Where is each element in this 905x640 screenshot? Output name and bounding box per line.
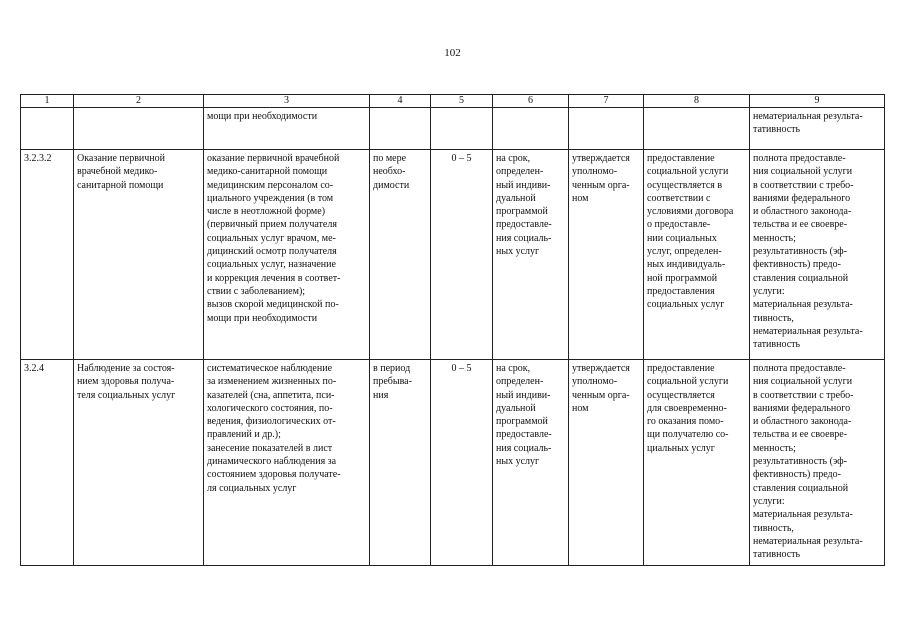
cell-line: ном <box>572 402 589 414</box>
cell-line: ном <box>572 192 589 204</box>
cell-line: 3.2.3.2 <box>24 153 52 164</box>
cell-line: ния <box>373 389 389 401</box>
header-cell: 8 <box>644 95 750 108</box>
cell-line: социальной услуги <box>647 166 729 178</box>
cell-frequency <box>370 150 431 360</box>
cell-line: хологического состояния, по- <box>207 402 333 414</box>
cell-line: ваниями федерального <box>753 192 851 204</box>
cell-line: 0 – 5 <box>451 363 472 374</box>
cell-line: программой <box>496 416 548 428</box>
cell-line: ваниями федерального <box>753 402 851 414</box>
cell-line: социальных услуг врачом, ме- <box>207 232 336 244</box>
cell-line: нематериальная результа- <box>753 535 863 547</box>
cell-line: димости <box>373 179 410 191</box>
cell-line: предоставле- <box>496 219 552 231</box>
cell-line: Оказание первичной <box>77 153 165 164</box>
cell-line: необхо- <box>373 166 406 178</box>
cell-line: врачебной медико- <box>77 166 158 178</box>
cell-line: и коррекция лечения в соответ- <box>207 272 341 284</box>
cell-line: ных индивидуаль- <box>647 259 726 271</box>
cell-quality-indicators <box>750 360 885 566</box>
cell-number <box>21 108 74 150</box>
cell-service-name <box>74 150 204 360</box>
header-cell: 3 <box>204 95 370 108</box>
cell-score <box>431 150 493 360</box>
cell-line: результативность (эф- <box>753 456 847 468</box>
cell-line: ченным орга- <box>572 179 630 191</box>
cell-line: пребыва- <box>373 376 412 388</box>
cell-line: ния социаль- <box>496 232 552 244</box>
cell-line: определен- <box>496 166 544 178</box>
cell-line: за изменением жизненных по- <box>207 376 337 388</box>
cell-line: щи получателю со- <box>647 429 729 441</box>
cell-line: нии социальных <box>647 232 717 244</box>
cell-line: фективность) предо- <box>753 469 841 481</box>
cell-line: тативность <box>753 549 801 561</box>
cell-line: предоставление <box>647 153 715 164</box>
cell-line: условиями договора <box>647 206 734 218</box>
cell-line: на срок, <box>496 153 531 164</box>
cell-line: медицинским персоналом со- <box>207 179 334 191</box>
cell-line: ния социальной услуги <box>753 166 853 178</box>
cell-line: на срок, <box>496 363 531 374</box>
cell-line: ный индиви- <box>496 179 551 191</box>
header-cell: 2 <box>74 95 204 108</box>
cell-line: ной программой <box>647 272 718 284</box>
cell-line: менность; <box>753 232 796 244</box>
cell-line: санитарной помощи <box>77 179 164 191</box>
header-cell: 1 <box>21 95 74 108</box>
cell-line: медико-санитарной помощи <box>207 166 328 178</box>
cell-line: материальная результа- <box>753 299 853 311</box>
cell-line: уполномо- <box>572 376 618 388</box>
cell-line: социальных услуг, назначение <box>207 259 336 271</box>
cell-line: уполномо- <box>572 166 618 178</box>
cell-conditions <box>644 108 750 150</box>
cell-line: услуги: <box>753 495 785 507</box>
cell-line: в соответствии с требо- <box>753 179 854 191</box>
table-row <box>21 360 885 566</box>
cell-line: мощи при необходимости <box>207 111 318 122</box>
cell-service-description <box>204 360 370 566</box>
cell-line: определен- <box>496 376 544 388</box>
cell-line: тельства и ее своевре- <box>753 219 848 231</box>
header-cell: 5 <box>431 95 493 108</box>
cell-line: занесение показателей в лист <box>207 442 333 454</box>
header-cell: 7 <box>569 95 644 108</box>
cell-line: и областного законода- <box>753 206 852 218</box>
cell-score <box>431 360 493 566</box>
cell-service-description <box>204 108 370 150</box>
cell-line: оказание первичной врачебной <box>207 153 340 164</box>
cell-line: материальная результа- <box>753 509 853 521</box>
cell-service-description <box>204 150 370 360</box>
cell-frequency <box>370 360 431 566</box>
cell-line: Наблюдение за состоя- <box>77 363 175 374</box>
cell-line: социальной услуги <box>647 376 729 388</box>
cell-line: ченным орга- <box>572 389 630 401</box>
cell-quality-indicators <box>750 108 885 150</box>
cell-line: ных услуг <box>496 246 540 258</box>
cell-line: дицинский осмотр получателя <box>207 246 337 258</box>
cell-line: предоставле- <box>496 429 552 441</box>
cell-line: тельства и ее своевре- <box>753 429 848 441</box>
table-row <box>21 150 885 360</box>
cell-line: предоставления <box>647 285 715 297</box>
cell-line: предоставление <box>647 363 715 374</box>
cell-line: тативность <box>753 124 801 136</box>
cell-cost <box>569 360 644 566</box>
cell-line: нематериальная результа- <box>753 111 863 122</box>
table-row <box>21 108 885 150</box>
cell-line: ставления социальной <box>753 272 849 284</box>
cell-line: осуществляется в <box>647 179 723 191</box>
page-number: 102 <box>444 47 461 59</box>
cell-line: ный индиви- <box>496 389 551 401</box>
services-table <box>20 94 885 566</box>
cell-line: услуг, определен- <box>647 246 722 258</box>
cell-term <box>493 360 569 566</box>
cell-line: правлений и др.); <box>207 429 281 441</box>
cell-number <box>21 150 74 360</box>
cell-line: ведения, физиологических от- <box>207 416 336 428</box>
cell-cost <box>569 150 644 360</box>
cell-line: ных услуг <box>496 456 540 468</box>
cell-line: результативность (эф- <box>753 246 847 258</box>
cell-line: нематериальная результа- <box>753 325 863 337</box>
cell-line: осуществляется <box>647 389 715 401</box>
cell-line: теля социальных услуг <box>77 389 176 401</box>
cell-line: утверждается <box>572 363 630 374</box>
cell-line: соответствии с <box>647 192 711 204</box>
cell-line: в соответствии с требо- <box>753 389 854 401</box>
cell-line: 3.2.4 <box>24 363 44 374</box>
cell-line: для своевременно- <box>647 402 727 414</box>
cell-line: мощи при необходимости <box>207 312 318 324</box>
cell-line: ставления социальной <box>753 482 849 494</box>
cell-line: в период <box>373 363 411 374</box>
cell-line: ствии с заболеванием); <box>207 285 306 297</box>
cell-line: дуальной <box>496 192 536 204</box>
cell-line: по мере <box>373 153 407 164</box>
cell-line: социальных услуг <box>647 299 725 311</box>
cell-line: циального учреждения (в том <box>207 192 334 204</box>
header-row <box>21 95 885 108</box>
cell-line: ния социальной услуги <box>753 376 853 388</box>
cell-line: 0 – 5 <box>451 153 472 164</box>
header-cell: 4 <box>370 95 431 108</box>
cell-quality-indicators <box>750 150 885 360</box>
cell-line: тивность, <box>753 312 794 324</box>
cell-service-name <box>74 108 204 150</box>
cell-term <box>493 150 569 360</box>
cell-line: программой <box>496 206 548 218</box>
cell-line: систематическое наблюдение <box>207 363 333 374</box>
cell-line: услуги: <box>753 285 785 297</box>
cell-line: тивность, <box>753 522 794 534</box>
cell-score <box>431 108 493 150</box>
cell-service-name <box>74 360 204 566</box>
cell-line: полнота предоставле- <box>753 153 846 164</box>
cell-conditions <box>644 150 750 360</box>
header-cell: 6 <box>493 95 569 108</box>
cell-line: (первичный прием получателя <box>207 219 337 231</box>
cell-line: числе в неотложной форме) <box>207 206 326 218</box>
cell-conditions <box>644 360 750 566</box>
cell-line: динамического наблюдения за <box>207 456 337 468</box>
cell-line: вызов скорой медицинской по- <box>207 299 339 311</box>
cell-line: казателей (сна, аппетита, пси- <box>207 389 335 401</box>
cell-line: дуальной <box>496 402 536 414</box>
cell-line: ния социаль- <box>496 442 552 454</box>
cell-frequency <box>370 108 431 150</box>
cell-line: го оказания помо- <box>647 416 724 428</box>
cell-line: тативность <box>753 339 801 351</box>
cell-line: полнота предоставле- <box>753 363 846 374</box>
cell-line: ля социальных услуг <box>207 482 297 494</box>
cell-line: утверждается <box>572 153 630 164</box>
cell-term <box>493 108 569 150</box>
cell-line: менность; <box>753 442 796 454</box>
cell-line: нием здоровья получа- <box>77 376 175 388</box>
cell-line: о предоставле- <box>647 219 711 231</box>
cell-line: и областного законода- <box>753 416 852 428</box>
header-cell: 9 <box>750 95 885 108</box>
cell-cost <box>569 108 644 150</box>
cell-line: циальных услуг <box>647 442 715 454</box>
cell-line: состоянием здоровья получате- <box>207 469 341 481</box>
cell-number <box>21 360 74 566</box>
cell-line: фективность) предо- <box>753 259 841 271</box>
